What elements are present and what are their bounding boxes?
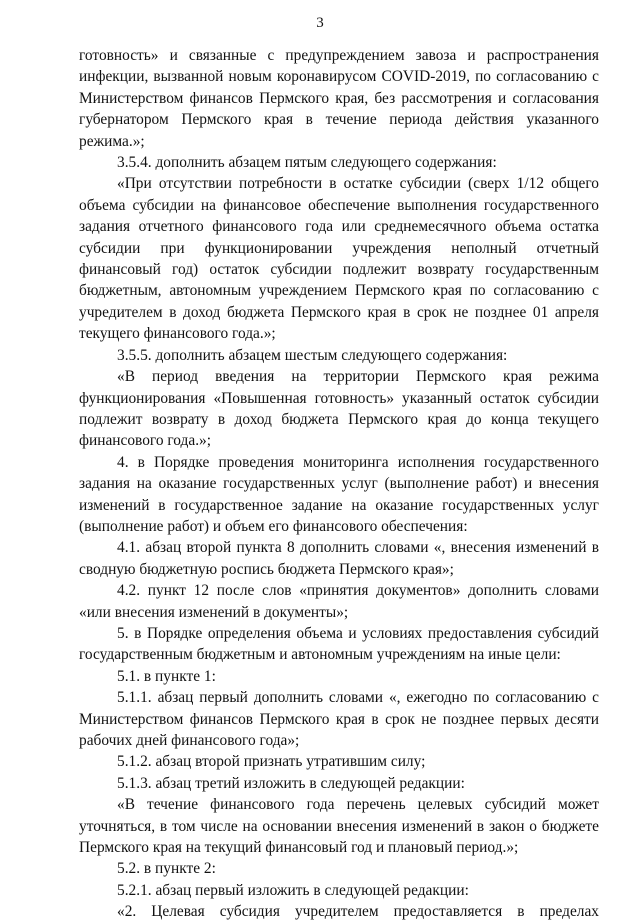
paragraph-quote-high-alert: «В период введения на территории Пермского края режима функционирования «Повышенная готовность» указанный остаток субсидии подлежит возврату в доход бюджета Пермского края до конца текущего финансового года.»; bbox=[79, 368, 599, 450]
paragraph-5-1-2: 5.1.2. абзац второй признать утратившим силу; bbox=[117, 753, 426, 771]
paragraph-5: 5. в Порядке определения объема и условиях предоставления субсидий государственным бюджетным и автономным учреждениям на иные цели: bbox=[79, 624, 599, 664]
paragraph-3-5-4: 3.5.4. дополнить абзацем пятым следующего содержания: bbox=[117, 154, 497, 172]
paragraph-4-1: 4.1. абзац второй пункта 8 дополнить словами «, внесения изменений в сводную бюджетную роспись бюджета Пермского края»; bbox=[79, 539, 599, 578]
paragraph-quote-subsidy-return: «При отсутствии потребности в остатке субсидии (сверх 1/12 общего объема субсидии на финансовое обеспечение выполнения государственного задания отчетного финансового года или среднемесячного объема остатка субсидии при функционировании учреждения неполный отчетный финансовый год) остаток субсидии подлежит возврату государственным бюджетным, автономным учреждением Пермского края по согласованию с учредителем в доход бюджета Пермского края в срок не позднее 01 апреля текущего финансового года.»; bbox=[79, 175, 599, 343]
paragraph-5-1-1: 5.1.1. абзац первый дополнить словами «, ежегодно по согласованию с Министерством финансов Пермского края в срок не позднее первых десяти рабочих дней финансового года»; bbox=[79, 689, 599, 749]
paragraph-3-5-5: 3.5.5. дополнить абзацем шестым следующего содержания: bbox=[117, 346, 508, 364]
paragraph-quote-subsidy-list: «В течение финансового года перечень целевых субсидий может уточняться, в том числе на основании внесения изменений в закон о бюджете Пермского края на текущий финансовый год и плановый период.»; bbox=[79, 796, 599, 857]
paragraph-4-2: 4.2. пункт 12 после слов «принятия документов» дополнить словами «или внесения изменений в документы»; bbox=[79, 582, 599, 621]
paragraph-5-1-3: 5.1.3. абзац третий изложить в следующей редакции: bbox=[117, 774, 465, 792]
paragraph-continuation: готовность» и связанные с предупреждением завоза и распространения инфекции, вызванной новым коронавирусом COVID-2019, по согласованию с Министерством финансов Пермского края, без рассмотрения и согласования губернатором Пермского края в течение периода действия указанного режима.»; bbox=[79, 47, 599, 150]
paragraph-5-2-1: 5.2.1. абзац первый изложить в следующей редакции: bbox=[117, 881, 469, 899]
paragraph-4: 4. в Порядке проведения мониторинга исполнения государственного задания на оказание государственных услуг (выполнение работ) и внесения изменений в государственное задание на оказание государственных услуг (выполнение работ) и объем его финансового обеспечения: bbox=[79, 453, 599, 535]
page-number: 3 bbox=[316, 15, 324, 31]
paragraph-quote-targeted-subsidy: «2. Целевая субсидия учредителем предоставляется в пределах bbox=[117, 903, 599, 921]
paragraph-5-2: 5.2. в пункте 2: bbox=[117, 860, 216, 878]
document-body bbox=[79, 45, 599, 923]
paragraph-5-1: 5.1. в пункте 1: bbox=[117, 667, 216, 685]
